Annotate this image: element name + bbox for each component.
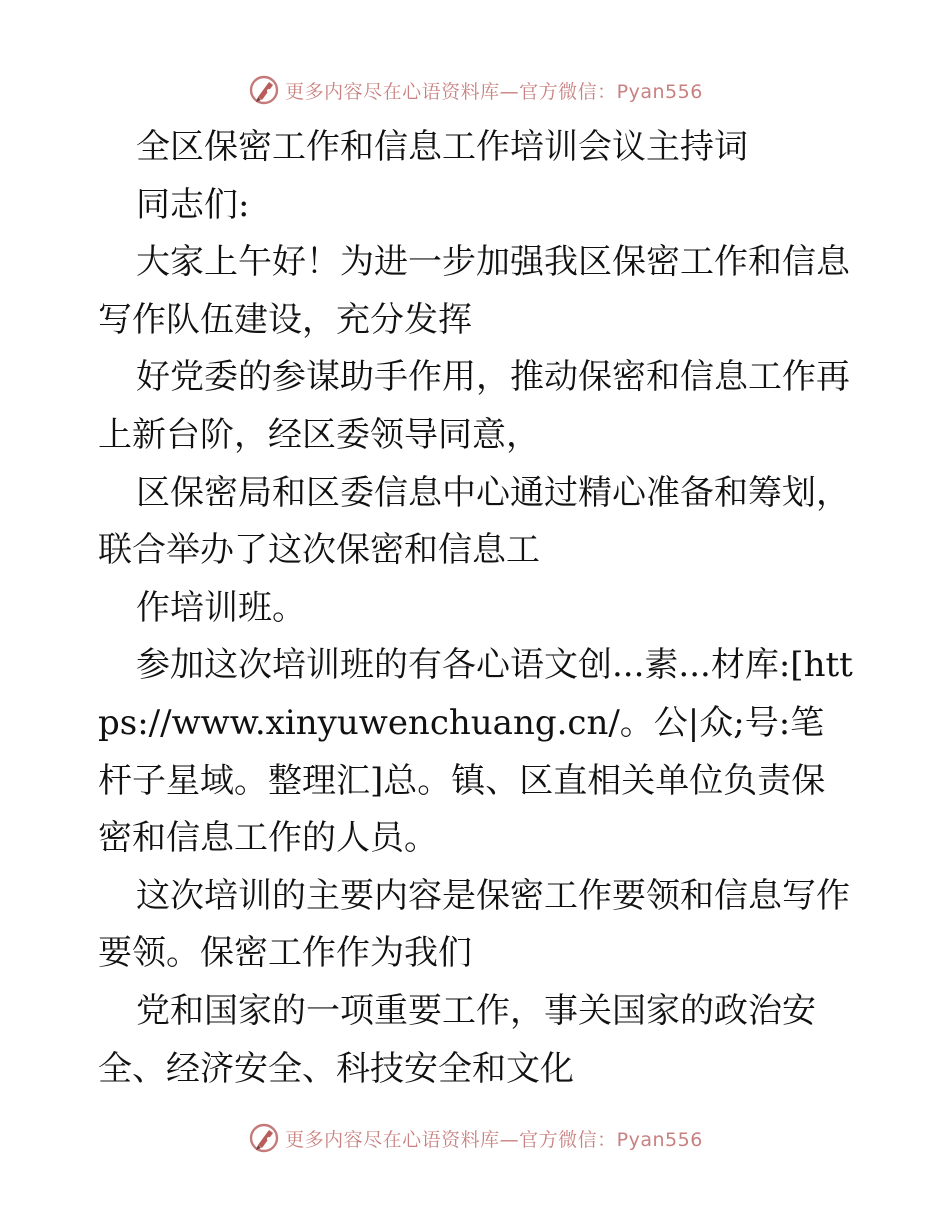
salutation: 同志们:: [136, 184, 250, 225]
document-title: 全区保密工作和信息工作培训会议主持词: [136, 127, 748, 167]
watermark-footer: [0, 1118, 950, 1158]
paragraph: 区保密局和区委信息中心通过精心准备和筹划，联合举办了这次保密和信息工: [98, 472, 850, 571]
paragraph: 好党委的参谋助手作用，推动保密和信息工作再上新台阶，经区委领导同意，: [98, 357, 850, 455]
watermark-text: 更多内容尽在心语资料库—官方微信：Pyan556: [285, 80, 703, 103]
paragraph: 党和国家的一项重要工作，事关国家的政治安全、经济安全、科技安全和文化: [98, 990, 816, 1089]
pen-logo-icon: [247, 1121, 281, 1155]
paragraph: 大家上午好！为进一步加强我区保密工作和信息写作队伍建设，充分发挥: [98, 242, 850, 340]
paragraph: 这次培训的主要内容是保密工作要领和信息写作要领。保密工作作为我们: [98, 875, 850, 974]
pen-logo-icon: [247, 73, 281, 107]
watermark-text: 更多内容尽在心语资料库—官方微信：Pyan556: [285, 1128, 703, 1151]
paragraph: 作培训班。: [136, 587, 306, 628]
watermark-header: [0, 70, 950, 110]
paragraph: 参加这次培训班的有各心语文创...素...材库:[https://www.xinyuwenchuang.cn/。公|众;号:笔杆子星域。整理汇]总。镇、区直相关单位负责保密和信息工作的人员。: [98, 645, 853, 859]
document-body: [98, 119, 858, 1098]
